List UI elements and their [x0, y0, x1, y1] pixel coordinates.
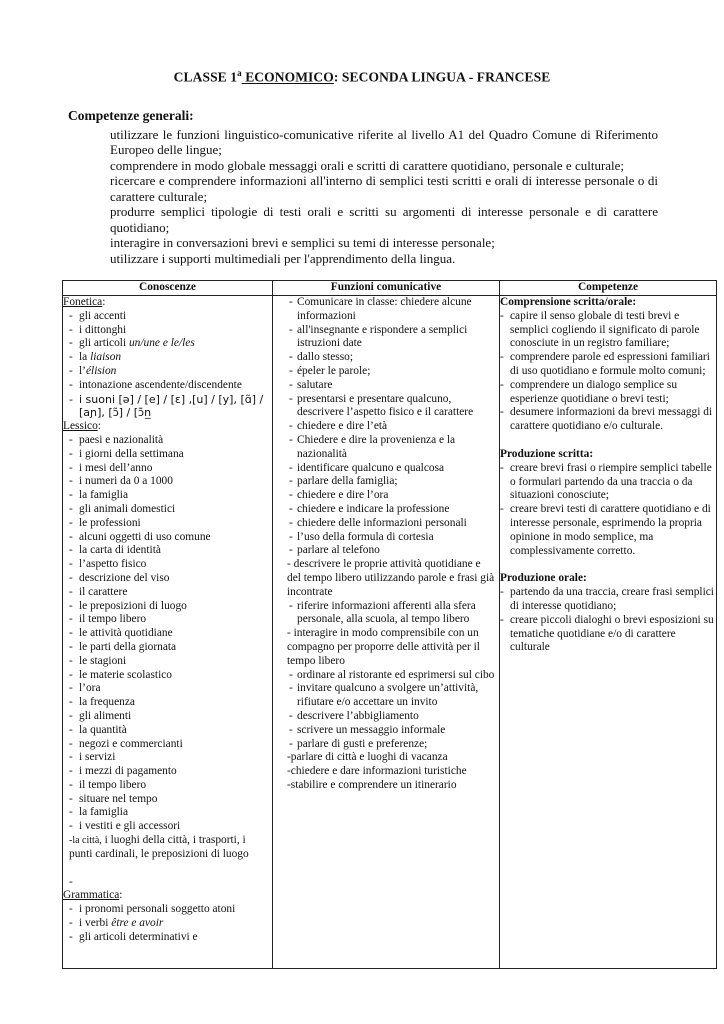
lessico-item-text: le professioni [79, 516, 141, 529]
lessico-item-text: le preposizioni di luogo [79, 599, 187, 612]
list-dash: - [69, 806, 73, 819]
list-dash: - [69, 903, 73, 916]
funzione-item-text: chiedere e indicare la professione [297, 502, 450, 515]
competenze-cell [500, 296, 717, 969]
funzione-item [273, 558, 499, 599]
produzione-orale-item-text: creare piccoli dialoghi o brevi esposizioni su tematiche quotidiane e/o di carattere culturale [510, 613, 714, 654]
funzione-item-text: parlare di gusti e preferenze; [297, 737, 428, 750]
funzione-item-text: parlare della famiglia; [297, 475, 398, 488]
competenza-item [68, 204, 658, 235]
funzione-item [273, 365, 499, 379]
funzione-item [273, 724, 499, 738]
fonetica-item [63, 393, 272, 421]
list-dash: - [69, 323, 73, 336]
lessico-item-text: descrizione del viso [79, 571, 170, 584]
lessico-item-text: situare nel tempo [79, 792, 158, 805]
list-dash: - [289, 378, 293, 391]
lessico-item-text: paesi e nazionalità [79, 433, 164, 446]
comprensione-item [500, 310, 716, 351]
lessico-label: Lessico [63, 420, 98, 433]
lessico-item [63, 572, 272, 586]
citta-item [63, 834, 272, 862]
list-dash: - [69, 778, 73, 791]
citta-rest: i luoghi della città, i trasporti, i punti cardinali, le preposizioni di luogo [69, 834, 249, 860]
lessico-item-text: le parti della giornata [79, 640, 177, 653]
list-dash: - [500, 503, 504, 516]
produzione-orale-item [500, 614, 716, 655]
fonetica-item [63, 365, 272, 379]
funzione-item-text: riferire informazioni afferenti alla sfera personale, alla scuola, al tempo libero [297, 599, 476, 626]
funzione-item-text: -parlare di città e luoghi di vacanza [287, 751, 448, 764]
header-competenze: Competenze [500, 281, 717, 296]
stray-dash: - [69, 875, 73, 888]
funzione-item [273, 462, 499, 476]
funzione-item [273, 434, 499, 462]
list-dash: - [69, 654, 73, 667]
produzione-scritta-heading: Produzione scritta: [500, 447, 594, 460]
produzione-orale-item-text: partendo da una traccia, creare frasi semplici di interesse quotidiano; [510, 586, 714, 612]
lessico-item-text: il tempo libero [79, 613, 147, 626]
comprensione-list [500, 310, 716, 434]
funzione-item [273, 600, 499, 628]
lessico-item-text: i vestiti e gli accessori [79, 820, 181, 833]
grammatica-item-text: gli articoli determinativi e [79, 930, 198, 943]
grammatica-item-text: i pronomi personali soggetto atoni [79, 903, 236, 916]
competenza-item [68, 158, 658, 174]
list-dash: - [289, 544, 293, 557]
list-dash: - [69, 709, 73, 722]
funzione-item [273, 738, 499, 752]
funzione-item-text: épeler le parole; [297, 364, 371, 377]
list-dash: - [500, 351, 504, 364]
funzione-item [273, 489, 499, 503]
fonetica-item [63, 379, 272, 393]
list-dash: - [69, 930, 73, 943]
produzione-scritta-item-text: creare brevi frasi o riempire semplici tabelle o formulari partendo da una traccia o da situazioni conosciute; [510, 461, 712, 502]
title-underlined: ECONOMICO [241, 69, 334, 85]
grammatica-item [63, 903, 272, 917]
lessico-item-text: i servizi [79, 751, 116, 764]
competenza-item [68, 235, 658, 251]
produzione-orale-heading: Produzione orale: [500, 572, 587, 585]
competenza-item-text: utilizzare i supporti multimediali per l'apprendimento della lingua. [110, 250, 456, 266]
funzione-item [273, 420, 499, 434]
funzione-item-text: identificare qualcuno e qualcosa [297, 461, 445, 474]
list-dash: - [69, 765, 73, 778]
lessico-item [63, 531, 272, 545]
grammatica-label: Grammatica [63, 889, 120, 902]
lessico-item-text: la quantità [79, 723, 127, 736]
table-body-row [63, 296, 717, 969]
list-dash: - [69, 820, 73, 833]
fonetica-item [63, 351, 272, 365]
competenza-item [68, 251, 658, 267]
lessico-item [63, 669, 272, 683]
fonetica-item [63, 324, 272, 338]
lessico-item [63, 462, 272, 476]
list-dash: - [500, 309, 504, 322]
lessico-item-text: la carta di identità [79, 544, 161, 557]
funzioni-cell [273, 296, 500, 969]
funzione-item [273, 296, 499, 324]
lessico-item [63, 600, 272, 614]
lessico-item-text: gli animali domestici [79, 502, 176, 515]
list-dash: - [289, 668, 293, 681]
list-dash: - [500, 461, 504, 474]
funzione-item [273, 503, 499, 517]
competenza-item-text: interagire in conversazioni brevi e semplici su temi di interesse personale; [110, 235, 495, 250]
list-dash: - [289, 475, 293, 488]
list-dash: - [289, 296, 293, 308]
funzione-item-text: dallo stesso; [297, 351, 354, 364]
competenze-generali [68, 108, 658, 266]
lessico-item [63, 544, 272, 558]
lessico-item [63, 710, 272, 724]
list-dash: - [289, 709, 293, 722]
lessico-item [63, 627, 272, 641]
list-dash: - [289, 364, 293, 377]
grammatica-item-text: i verbi être e avoir [79, 917, 164, 930]
list-dash: - [69, 613, 73, 626]
funzioni-list [273, 296, 499, 793]
funzione-item-text: - interagire in modo comprensibile con un compagno per proporre delle attività per il tempo libero [287, 627, 480, 667]
list-dash: - [500, 613, 504, 626]
funzione-item-text: l’uso della formula di cortesia [297, 530, 434, 543]
comprensione-item-text: desumere informazioni da brevi messaggi di carattere quotidiano e/o culturale. [510, 406, 713, 433]
grammatica-item [63, 931, 272, 945]
funzione-item [273, 710, 499, 724]
fonetica-item-text: gli articoli un/une e le/les [79, 337, 195, 350]
list-dash: - [69, 378, 73, 391]
lessico-item [63, 475, 272, 489]
fonetica-item-text: l’élision [79, 364, 117, 377]
fonetica-list [63, 310, 272, 420]
funzione-item [273, 682, 499, 710]
funzione-item-text: - descrivere le proprie attività quotidiane e del tempo libero utilizzando parole e frasi già incontrate [287, 558, 495, 598]
funzione-item-text: -chiedere e dare informazioni turistiche [287, 765, 467, 778]
header-funzioni: Funzioni comunicative [273, 281, 500, 296]
lessico-item [63, 517, 272, 531]
lessico-item-text: le stagioni [79, 654, 127, 667]
list-dash: - [289, 723, 293, 736]
funzione-item-text: chiedere e dire l’età [297, 420, 388, 433]
lessico-item [63, 613, 272, 627]
list-dash: - [69, 571, 73, 584]
citta-prefix: -la città, [69, 835, 102, 847]
list-dash: - [289, 599, 293, 612]
lessico-item [63, 806, 272, 820]
list-dash: - [69, 489, 73, 502]
lessico-item-text: la famiglia [79, 806, 129, 819]
lessico-item [63, 558, 272, 572]
funzione-item-text: -stabilire e comprendere un itinerario [287, 778, 457, 791]
title-suffix: : SECONDA LINGUA - FRANCESE [333, 69, 551, 85]
funzione-item [273, 531, 499, 545]
competenza-item [68, 127, 658, 158]
produzione-orale-list [500, 586, 716, 655]
lessico-item [63, 586, 272, 600]
curriculum-table [62, 280, 717, 969]
list-dash: - [69, 696, 73, 709]
lessico-item [63, 751, 272, 765]
fonetica-item [63, 310, 272, 324]
lessico-item [63, 820, 272, 834]
list-dash: - [289, 351, 293, 364]
funzione-item-text: parlare al telefono [297, 544, 380, 557]
lessico-item-text: la famiglia [79, 489, 129, 502]
page-title [0, 68, 724, 86]
lessico-item-text: la frequenza [79, 696, 135, 709]
list-dash: - [69, 751, 73, 764]
list-dash: - [500, 406, 504, 419]
lessico-item-text: negozi e commercianti [79, 737, 183, 750]
list-dash: - [69, 737, 73, 750]
lessico-item-text: alcuni oggetti di uso comune [79, 530, 211, 543]
funzione-item-text: ordinare al ristorante ed esprimersi sul cibo [297, 668, 495, 681]
list-dash: - [69, 516, 73, 529]
competenze-generali-list [68, 127, 658, 267]
funzione-item [273, 627, 499, 668]
lessico-item [63, 765, 272, 779]
lessico-item-text: le attività quotidiane [79, 627, 173, 640]
list-dash: - [69, 640, 73, 653]
list-dash: - [289, 737, 293, 750]
list-dash: - [289, 323, 293, 336]
lessico-item [63, 793, 272, 807]
lessico-item-text: i mesi dell’anno [79, 461, 153, 474]
comprensione-item [500, 406, 716, 434]
competenza-item-text: produrre semplici tipologie di testi orali e scritti su argomenti di interesse personale e di carattere quotidiano; [110, 204, 658, 235]
fonetica-item [63, 337, 272, 351]
table-header-row [63, 281, 717, 296]
list-dash: - [289, 420, 293, 433]
lessico-item-text: i numeri da 0 a 1000 [79, 475, 173, 488]
funzione-item-text: salutare [297, 378, 333, 391]
lessico-item [63, 696, 272, 710]
list-dash: - [289, 530, 293, 543]
funzione-item [273, 324, 499, 352]
lessico-item-text: il carattere [79, 585, 128, 598]
lessico-item-text: l’aspetto fisico [79, 558, 147, 571]
comprensione-heading: Comprensione scritta/orale: [500, 296, 637, 308]
lessico-item [63, 503, 272, 517]
grammatica-item [63, 917, 272, 931]
produzione-scritta-item [500, 503, 716, 558]
list-dash: - [69, 461, 73, 474]
list-dash: - [69, 682, 73, 695]
header-conoscenze: Conoscenze [63, 281, 273, 296]
list-dash: - [69, 447, 73, 460]
competenze-generali-heading: Competenze generali: [68, 108, 194, 123]
list-dash: - [69, 599, 73, 612]
fonetica-item-text: gli accenti [79, 309, 127, 322]
funzione-item [273, 351, 499, 365]
list-dash: - [69, 433, 73, 446]
produzione-scritta-item [500, 462, 716, 503]
list-dash: - [289, 433, 293, 446]
funzione-item-text: presentarsi e presentare qualcuno, descrivere l’aspetto fisico e il carattere [297, 392, 474, 419]
funzione-item-text: chiedere delle informazioni personali [297, 516, 467, 529]
list-dash: - [69, 544, 73, 557]
list-dash: - [289, 461, 293, 474]
list-dash: - [69, 351, 73, 364]
fonetica-item-text: intonazione ascendente/discendente [79, 378, 242, 391]
list-dash: - [69, 392, 73, 406]
produzione-orale-item [500, 586, 716, 614]
list-dash: - [69, 627, 73, 640]
competenza-item-text: utilizzare le funzioni linguistico-comunicative riferite al livello A1 del Quadro Comune di Riferimento Europeo delle lingue; [110, 126, 658, 157]
list-dash: - [69, 502, 73, 515]
list-dash: - [69, 723, 73, 736]
funzione-item-text: Comunicare in classe: chiedere alcune informazioni [297, 296, 472, 322]
fonetica-label: Fonetica [63, 296, 103, 308]
funzione-item-text: Chiedere e dire la provenienza e la nazionalità [297, 433, 456, 460]
comprensione-item-text: comprendere parole ed espressioni familiari di uso quotidiano e formule molto comuni; [510, 351, 710, 377]
funzione-item [273, 517, 499, 531]
list-dash: - [289, 489, 293, 502]
funzione-item [273, 379, 499, 393]
funzione-item [273, 751, 499, 765]
list-dash: - [69, 917, 73, 930]
list-dash: - [69, 475, 73, 488]
funzione-item-text: all'insegnante e rispondere a semplici istruzioni date [297, 323, 468, 350]
list-dash: - [69, 558, 73, 571]
lessico-item-text: le materie scolastico [79, 668, 172, 681]
lessico-item [63, 489, 272, 503]
lessico-item [63, 641, 272, 655]
funzione-item-text: scrivere un messaggio informale [297, 723, 446, 736]
lessico-list [63, 434, 272, 834]
lessico-item [63, 448, 272, 462]
fonetica-item-text: i dittonghi [79, 323, 127, 336]
funzione-item [273, 765, 499, 779]
list-dash: - [289, 392, 293, 405]
list-dash: - [500, 378, 504, 391]
competenza-item-text: ricercare e comprendere informazioni all'interno di semplici testi scritti e orali di interesse personale o di carattere culturale; [110, 173, 658, 204]
funzione-item [273, 544, 499, 558]
grammatica-list [63, 903, 272, 944]
funzione-item [273, 669, 499, 683]
competenza-item-text: comprendere in modo globale messaggi orali e scritti di carattere quotidiano, personale e culturale; [110, 157, 625, 173]
comprensione-item [500, 379, 716, 407]
comprensione-item-text: comprendere un dialogo semplice su esperienze quotidiane o brevi testi; [510, 378, 678, 405]
funzione-item-text: invitare qualcuno a svolgere un’attività, rifiutare e/o accettare un invito [297, 682, 479, 709]
lessico-item-text: i mezzi di pagamento [79, 765, 177, 778]
fonetica-item-text: i suoni [ə] / [e] / [ɛ] ,[u] / [y], [ɑ̃] / [aɲ], [ɔ̃] / [ɔ̃n̲ [79, 392, 264, 420]
list-dash: - [289, 502, 293, 515]
list-dash: - [289, 682, 293, 695]
list-dash: - [69, 309, 73, 322]
funzione-item [273, 475, 499, 489]
funzione-item [273, 779, 499, 793]
lessico-item [63, 655, 272, 669]
comprensione-item [500, 351, 716, 379]
list-dash: - [289, 516, 293, 529]
lessico-item [63, 724, 272, 738]
list-dash: - [69, 530, 73, 543]
lessico-item [63, 738, 272, 752]
lessico-item-text: gli alimenti [79, 709, 132, 722]
fonetica-item-text: la liaison [79, 351, 122, 364]
lessico-item [63, 682, 272, 696]
funzione-item-text: chiedere e dire l’ora [297, 489, 389, 502]
lessico-item [63, 434, 272, 448]
lessico-item-text: il tempo libero [79, 778, 147, 791]
funzione-item [273, 393, 499, 421]
list-dash: - [69, 668, 73, 681]
list-dash: - [69, 364, 73, 377]
list-dash: - [69, 585, 73, 598]
title-prefix: CLASSE 1 [173, 69, 238, 85]
funzione-item-text: descrivere l’abbigliamento [297, 709, 419, 722]
lessico-item-text: i giorni della settimana [79, 447, 184, 460]
produzione-scritta-list [500, 462, 716, 559]
lessico-item [63, 779, 272, 793]
list-dash: - [69, 792, 73, 805]
lessico-item-text: l’ora [79, 682, 101, 695]
comprensione-item-text: capire il senso globale di testi brevi e semplici cogliendo il significato di parole conosciute in un registro familiare; [510, 309, 700, 350]
list-dash: - [69, 337, 73, 350]
list-dash: - [500, 586, 504, 599]
conoscenze-cell: Fonetica: - gli accenti - i dittonghi - gli articoli un/une e le/les - la liaison - l’élision - intonazione ascendente/discendente - i suoni [ə] / [e] / [ɛ] ,[u] / [y], [ɑ̃] / [aɲ], [ɔ̃] / [ɔ̃n̲ Lessico: - paesi e nazionalità - i giorni della settimana - i mesi dell’anno - i numeri da 0 a 1000 - la famiglia - gli animali domestici - le professioni - alcuni oggetti di uso comune - la carta di identità - l’aspetto fisico - descrizione del viso - il carattere - le preposizioni di luogo - il tempo libero - le attività quotidiane - le parti della giornata - le stagioni - le materie scolastico - l’ora - la frequenza - gli alimenti - la quantità - negozi e commercianti - i servizi - i mezzi di pagamento - il tempo libero - situare nel tempo - la famiglia - i vestiti e gli accessori -la città, i luoghi della città, i trasporti, i punti cardinali, le preposizioni di luogo - Grammatica: - i pronomi personali soggetto atoni - i verbi être e avoir - gli articoli determinativi e [63, 296, 273, 969]
competenza-item [68, 173, 658, 204]
title-superscript: a [237, 68, 242, 78]
produzione-scritta-item-text: creare brevi testi di carattere quotidiano e di interesse personale, esprimendo la propria opinione in modo semplice, ma complessivamente corretto. [510, 503, 711, 557]
